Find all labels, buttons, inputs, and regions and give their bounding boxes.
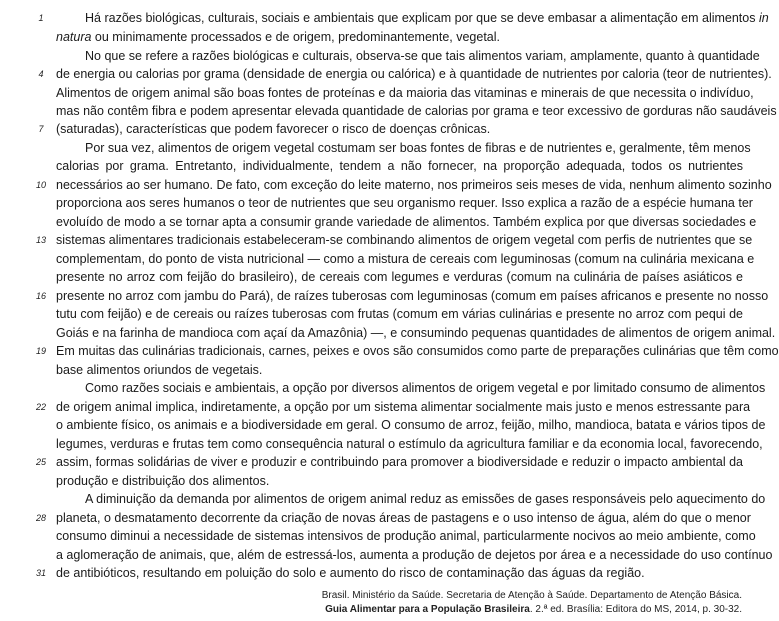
text-line-22: de origem animal implica, indiretamente, a opção por um sistema alimentar socialmente mais justo e menos estressante para	[56, 400, 751, 414]
line-number: 4	[38, 69, 44, 79]
line-number: 25	[35, 457, 46, 467]
text-line-17: tutu com feijão) e de cereais ou raízes tuberosas com frutas (comum em várias culinárias e presente no arroz com pequi de	[56, 307, 743, 321]
citation-details: . 2.ª ed. Brasília: Editora do MS, 2014, p. 30-32.	[529, 604, 742, 615]
citation-title: Guia Alimentar para a População Brasileira	[325, 604, 530, 615]
line-number: 19	[35, 346, 46, 356]
text-line-1	[85, 9, 769, 28]
text-line-27: A diminuição da demanda por alimentos de origem animal reduz as emissões de gases responsáveis pelo aquecimento do	[85, 492, 766, 506]
text-line-12: evoluído de modo a se tornar apta a consumir grande variedade de alimentos. Também explica por que diversas sociedades e	[56, 215, 757, 229]
text-line-4: de energia ou calorias por grama (densidade de energia ou calórica) e à quantidade de nutrientes por caloria (teor de nutrientes).	[56, 67, 772, 81]
text-line-26: produção e distribuição dos alimentos.	[56, 474, 270, 488]
citation-line-2	[325, 603, 742, 616]
line-number: 28	[35, 513, 46, 523]
text-line-23: o ambiente físico, os animais e a biodiversidade em geral. O consumo de arroz, feijão, milho, mandioca, batata e vários tipos de	[56, 418, 766, 432]
text-line-21: Como razões sociais e ambientais, a opção por diversos alimentos de origem vegetal e por limitado consumo de alimentos	[85, 381, 766, 395]
text-line-7: (saturadas), características que podem favorecer o risco de doenças crônicas.	[56, 122, 491, 136]
text-line-9: calorias por grama. Entretanto, individualmente, tendem a não fornecer, na proporção adequada, todos os nutrientes	[56, 159, 743, 173]
text-line-25: assim, formas solidárias de viver e produzir e contribuindo para promover a biodiversidade e reduzir o impacto ambiental da	[56, 455, 743, 469]
text-line-13: sistemas alimentares tradicionais estabeleceram-se combinando alimentos de origem vegetal com perfis de nutrientes que se	[56, 233, 753, 247]
text-line-28: planeta, o desmatamento decorrente da criação de novas áreas de pastagens e o uso intenso de água, além do que o menor	[56, 511, 751, 525]
text-line-19: Em muitas das culinárias tradicionais, carnes, peixes e ovos são consumidos como parte de preparações culinárias que têm como	[56, 344, 779, 358]
text-line-2	[56, 28, 743, 47]
text-line-11: proporciona aos seres humanos o teor de nutrientes que seu organismo requer. Isso explica a razão de a espécie humana ter	[56, 196, 753, 210]
line-number: 22	[35, 402, 46, 412]
text-line-31: de antibióticos, resultando em poluição do solo e aumento do risco de contaminação das águas da região.	[56, 566, 645, 580]
text-line-14: complementam, do ponto de vista nutricional — como a mistura de cereais com leguminosas (comum na culinária mexicana e	[56, 252, 755, 266]
text-line-24: legumes, verduras e frutas tem como consequência natural o estímulo da agricultura familiar e da economia local, favorecendo,	[56, 437, 763, 451]
text-line-16: presente no arroz com jambu do Pará), de raízes tuberosas com leguminosas (comum em países africanos e presente no nosso	[56, 289, 769, 303]
text-line-8: Por sua vez, alimentos de origem vegetal costumam ser boas fontes de fibras e de nutrientes e, geralmente, têm menos	[85, 141, 751, 155]
text-line-15: presente no arroz com feijão do brasileiro), de cereais com legumes e verduras (comum na culinária de países asiáticos e	[56, 270, 743, 284]
text-line-20: base alimentos oriundos de vegetais.	[56, 363, 263, 377]
citation-line-1: Brasil. Ministério da Saúde. Secretaria de Atenção à Saúde. Departamento de Atenção Básica.	[321, 590, 742, 601]
line-number: 10	[35, 180, 46, 190]
text-line-18: Goiás e na farinha de mandioca com açaí da Amazônia) —, e consumindo pequenas quantidades de alimentos de origem animal.	[56, 326, 776, 340]
italic-term: natura	[56, 30, 92, 44]
line-number: 7	[38, 124, 44, 134]
text-line-29: consumo diminui a necessidade de sistemas intensivos de produção animal, particularmente nocivos ao meio ambiente, como	[56, 529, 756, 543]
italic-term: in	[758, 11, 769, 25]
line-number: 1	[38, 13, 44, 23]
text-line-30: a aglomeração de animais, que, além de estressá-los, aumenta a produção de dejetos por área e a necessidade do uso contínuo	[56, 548, 773, 562]
text-line-3: No que se refere a razões biológicas e culturais, observa-se que tais alimentos variam, amplamente, quanto à quantidade	[85, 49, 760, 63]
line-number: 31	[35, 568, 46, 578]
text-line-10: necessários ao ser humano. De fato, com exceção do leite materno, nos primeiros seis meses de vida, nenhum alimento sozinho	[56, 178, 772, 192]
line-number: 13	[35, 235, 46, 245]
text-segment: Há razões biológicas, culturais, sociais e ambientais que explicam por que se deve embasar a alimentação em alimentos	[85, 11, 759, 25]
line-number: 16	[35, 291, 46, 301]
text-line-6: mas não contêm fibra e podem apresentar elevada quantidade de calorias por grama e teor excessivo de gorduras não saudáveis	[56, 104, 777, 118]
text-line-5: Alimentos de origem animal são boas fontes de proteínas e da maioria das vitaminas e minerais de que necessita o indivíduo,	[56, 86, 754, 100]
text-segment: ou minimamente processados e de origem, predominantemente, vegetal.	[91, 30, 501, 44]
